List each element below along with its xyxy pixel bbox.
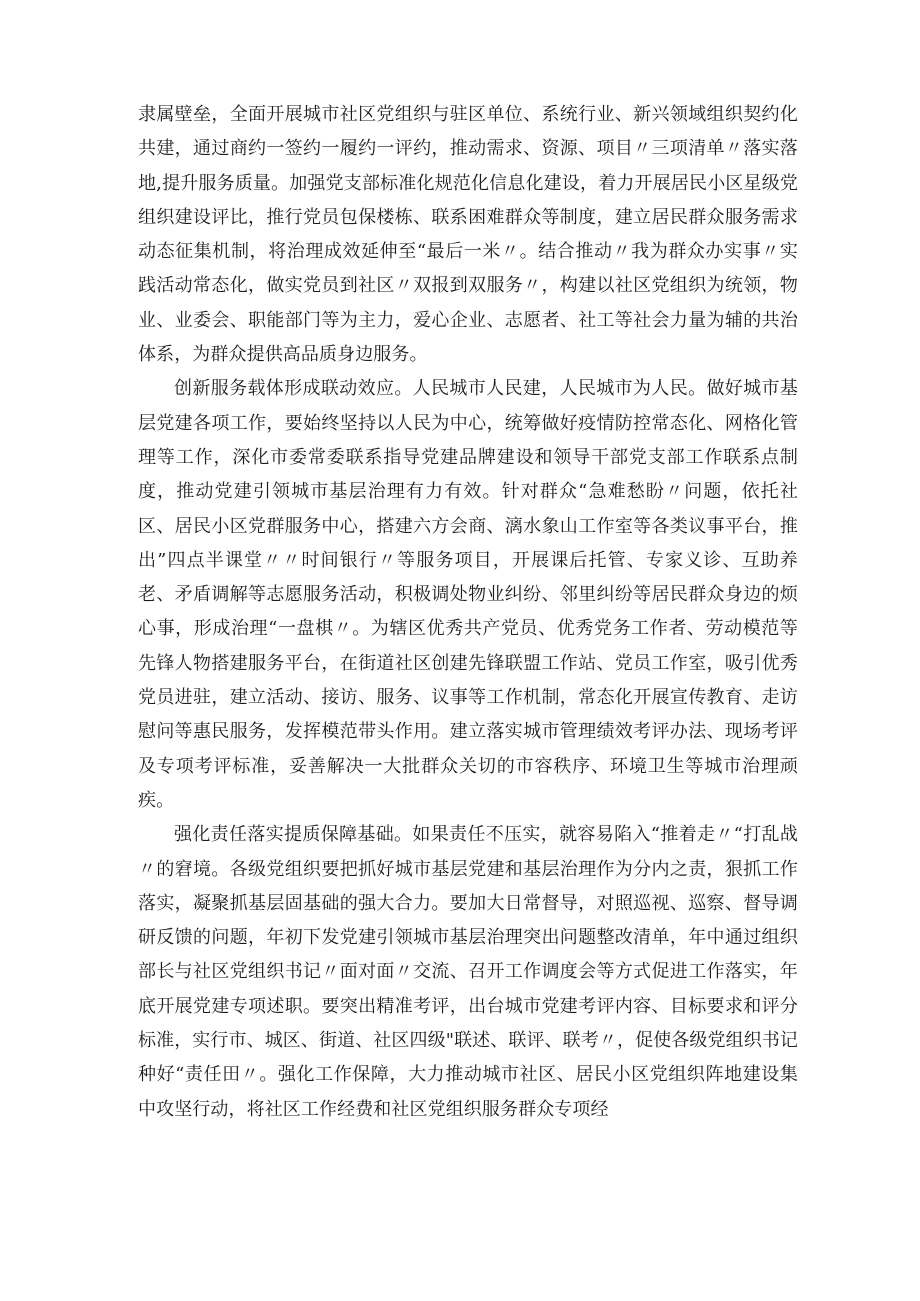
paragraph-responsibility: 强化责任落实提质保障基础。如果责任不压实，就容易陷入“推着走〃“打乱战〃的窘境。各级党组织要把抓好城市基层党建和基层治理作为分内之责，狠抓工作落实，凝聚抓基层固基础的强大合力。要加大日常督导，对照巡视、巡察、督导调研反馈的问题，年初下发党建引领城市基层治理突出问题整改清单，年中通过组织部长与社区党组织书记〃面对面〃交流、召开工作调度会等方式促进工作落实，年底开展党建专项述职。要突出精准考评，出台城市党建考评内容、目标要求和评分标准，实行市、城区、街道、社区四级"联述、联评、联考〃，促使各级党组织书记种好“责任田〃。强化工作保障，大力推动城市社区、居民小区党组织阵地建设集中攻坚行动，将社区工作经费和社区党组织服务群众专项经 <box>138 824 798 1120</box>
document-body <box>138 98 798 1127</box>
paragraph-continuation: 隶属壁垒，全面开展城市社区党组织与驻区单位、系统行业、新兴领域组织契约化共建，通过商约一签约一履约一评约，推动需求、资源、项目〃三项清单〃落实落地,提升服务质量。加强党支部标准化规范化信息化建设，着力开展居民小区星级党组织建设评比，推行党员包保楼栋、联系困难群众等制度，建立居民群众服务需求动态征集机制，将治理成效延伸至“最后一米〃。结合推动〃我为群众办实事〃实践活动常态化，做实党员到社区〃双报到双服务〃，构建以社区党组织为统领，物业、业委会、职能部门等为主力，爱心企业、志愿者、社工等社会力量为辅的共治体系，为群众提供高品质身边服务。 <box>138 104 798 366</box>
paragraph-innovation-service: 创新服务载体形成联动效应。人民城市人民建，人民城市为人民。做好城市基层党建各项工作，要始终坚持以人民为中心，统筹做好疫情防控常态化、网格化管理等工作，深化市委常委联系指导党建品牌建设和领导干部党支部工作联系点制度，推动党建引领城市基层治理有力有效。针对群众“急难愁盼〃问题，依托社区、居民小区党群服务中心，搭建六方会商、漓水象山工作室等各类议事平台，推出”四点半课堂〃〃时间银行〃等服务项目，开展课后托管、专家义诊、互助养老、矛盾调解等志愿服务活动，积极调处物业纠纷、邻里纠纷等居民群众身边的烦心事，形成治理“一盘棋〃。为辖区优秀共产党员、优秀党务工作者、劳动模范等先锋人物搭建服务平台，在街道社区创建先锋联盟工作站、党员工作室，吸引优秀党员进驻，建立活动、接访、服务、议事等工作机制，常态化开展宣传教育、走访慰问等惠民服务，发挥模范带头作用。建立落实城市管理绩效考评办法、现场考评及专项考评标准，妥善解决一大批群众关切的市容秩序、环境卫生等城市治理顽疾。 <box>138 378 798 811</box>
